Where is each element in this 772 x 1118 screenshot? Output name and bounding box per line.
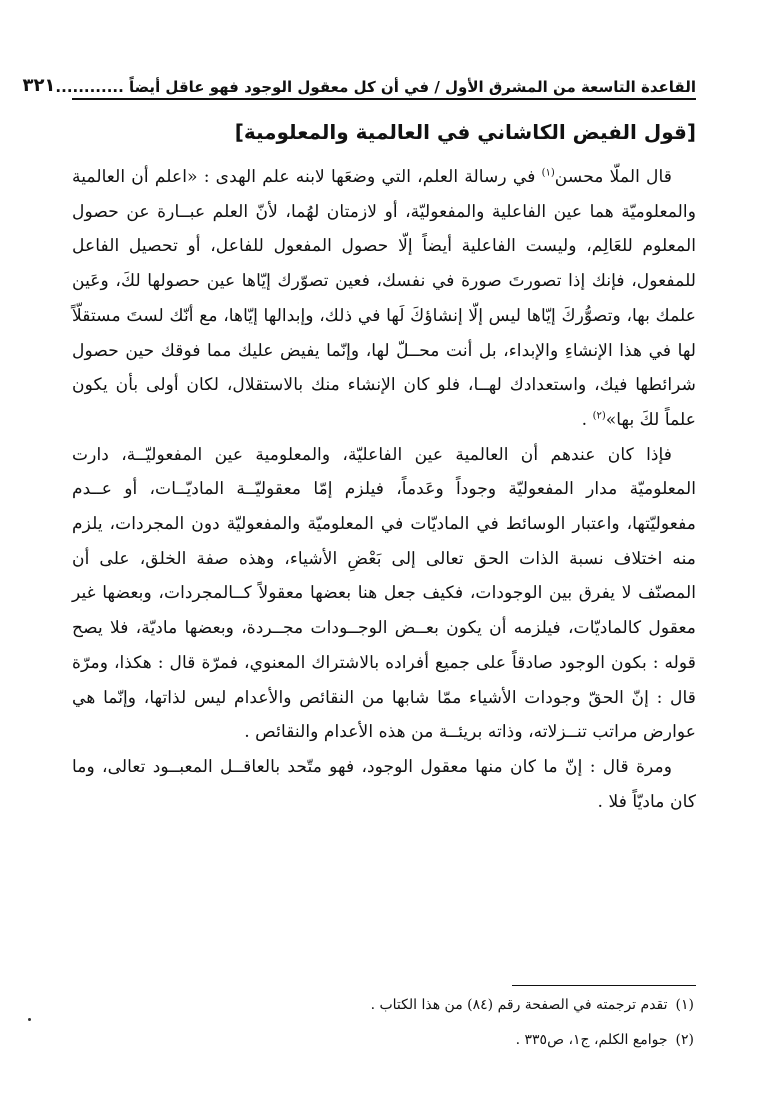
paragraph-1-quote: في رسالة العلم، التي وضعَها لابنه علم الهدى : «اعلم أن العالمية والمعلوميّة هما عين الفاعلية والمفعوليّة، أو لازمتان لهُما، لأنّ العلم عبــارة عن حصول المعلوم للعَالِم، وليست الفاعلية أيضاً إلّا حصول المفعول للفاعل، أو تحصيل الفاعل للمفعول، فإنك إذا تصورتَ صورة في نفسك، فعين تصوّرك إيّاها عين حصولها لكَ، وعَين علمك بها، وتصوُّركَ إيّاها ليس إلّا إنشاؤكَ لَها في ذلك، وإبدالها إيّاها، مع أنّك لستَ مستقلّاً لها في هذا الإنشاءِ والإبداء، بل أنت محــلّ لها، وإنّما يفيض عليك مما فوقك حين حصول شرائطها فيك، واستعدادك لهــا، فلو كان الإنشاء منك بالاستقلال، لكان أولى بأن يكون علماً لكَ بها» xyxy=(72,167,696,430)
footnote-1-text: تقدم ترجمته في الصفحة رقم (٨٤) من هذا الكتاب . xyxy=(370,997,668,1013)
footnote-2-marker: (٢) xyxy=(675,1032,694,1048)
paragraph-1-lead: قال الملّا محسن xyxy=(554,167,672,187)
running-title: القاعدة التاسعة من المشرق الأول / في أن كل معقول الوجود فهو عاقل أيضاً ............ xyxy=(55,78,696,96)
footnotes xyxy=(72,988,696,1058)
margin-speck xyxy=(28,1018,31,1021)
section-heading: [قول الفيض الكاشاني في العالمية والمعلومية] xyxy=(234,120,696,144)
paragraph-3: ومرة قال : إنّ ما كان منها معقول الوجود، فهو متّحد بالعاقــل المعبــود تعالى، وما كان ماديّاً فلا . xyxy=(72,756,696,812)
paragraph-1 xyxy=(72,160,696,438)
main-text xyxy=(72,160,696,819)
footnote-ref-2: (٢) xyxy=(592,410,606,422)
footnote-2 xyxy=(72,1023,696,1058)
running-header xyxy=(22,62,696,96)
page-number: ٣٢١ xyxy=(22,75,56,96)
paragraph-2: فإذا كان عندهم أن العالمية عين الفاعليّة، والمعلومية عين المفعوليّــة، دارت المعلوميّة مدار المفعوليّة وجوداً وعَدماً، فيلزم إمّا معقوليّــة الماديّــات، أو عــدم مفعوليّتها، واعتبار الوسائط في الماديّات في المعلوميّة والمفعوليّة دون المجردات، يلزم منه اختلاف نسبة الذات الحق تعالى إلى بَعْضِ الأشياء، وهذه صفة الخلق، على أن المصنّف لا يفرق بين الوجودات، فكيف جعل هنا بعضها معقولاً كــالمجردات، وبعضها غير معقول كالماديّات، فيلزمه أن يكون بعــض الوجــودات مجــردة، وبعضها ماديّة، فلا يصح قوله : بكون الوجود صادقاً على جميع أفراده بالاشتراك المعنوي، فمرّة قال : هكذا، ومرّة قال : إنّ الحقّ وجودات الأشياء ممّا شابها من النقائص والأعدام ليس لذاتها، وإنّما هي عوارض مراتب تنــزلاته، وذاته بريئــة من هذه الأعدام والنقائص . xyxy=(72,444,696,743)
footnote-1 xyxy=(72,988,696,1023)
footnote-ref-1: (١) xyxy=(541,167,555,179)
footnote-2-text: جوامع الكلم، ج١، ص٣٣٥ . xyxy=(515,1032,668,1048)
footnote-divider xyxy=(512,985,696,986)
footnote-1-marker: (١) xyxy=(675,997,694,1013)
paragraph-1-tail: . xyxy=(581,409,593,430)
header-divider xyxy=(72,98,696,100)
